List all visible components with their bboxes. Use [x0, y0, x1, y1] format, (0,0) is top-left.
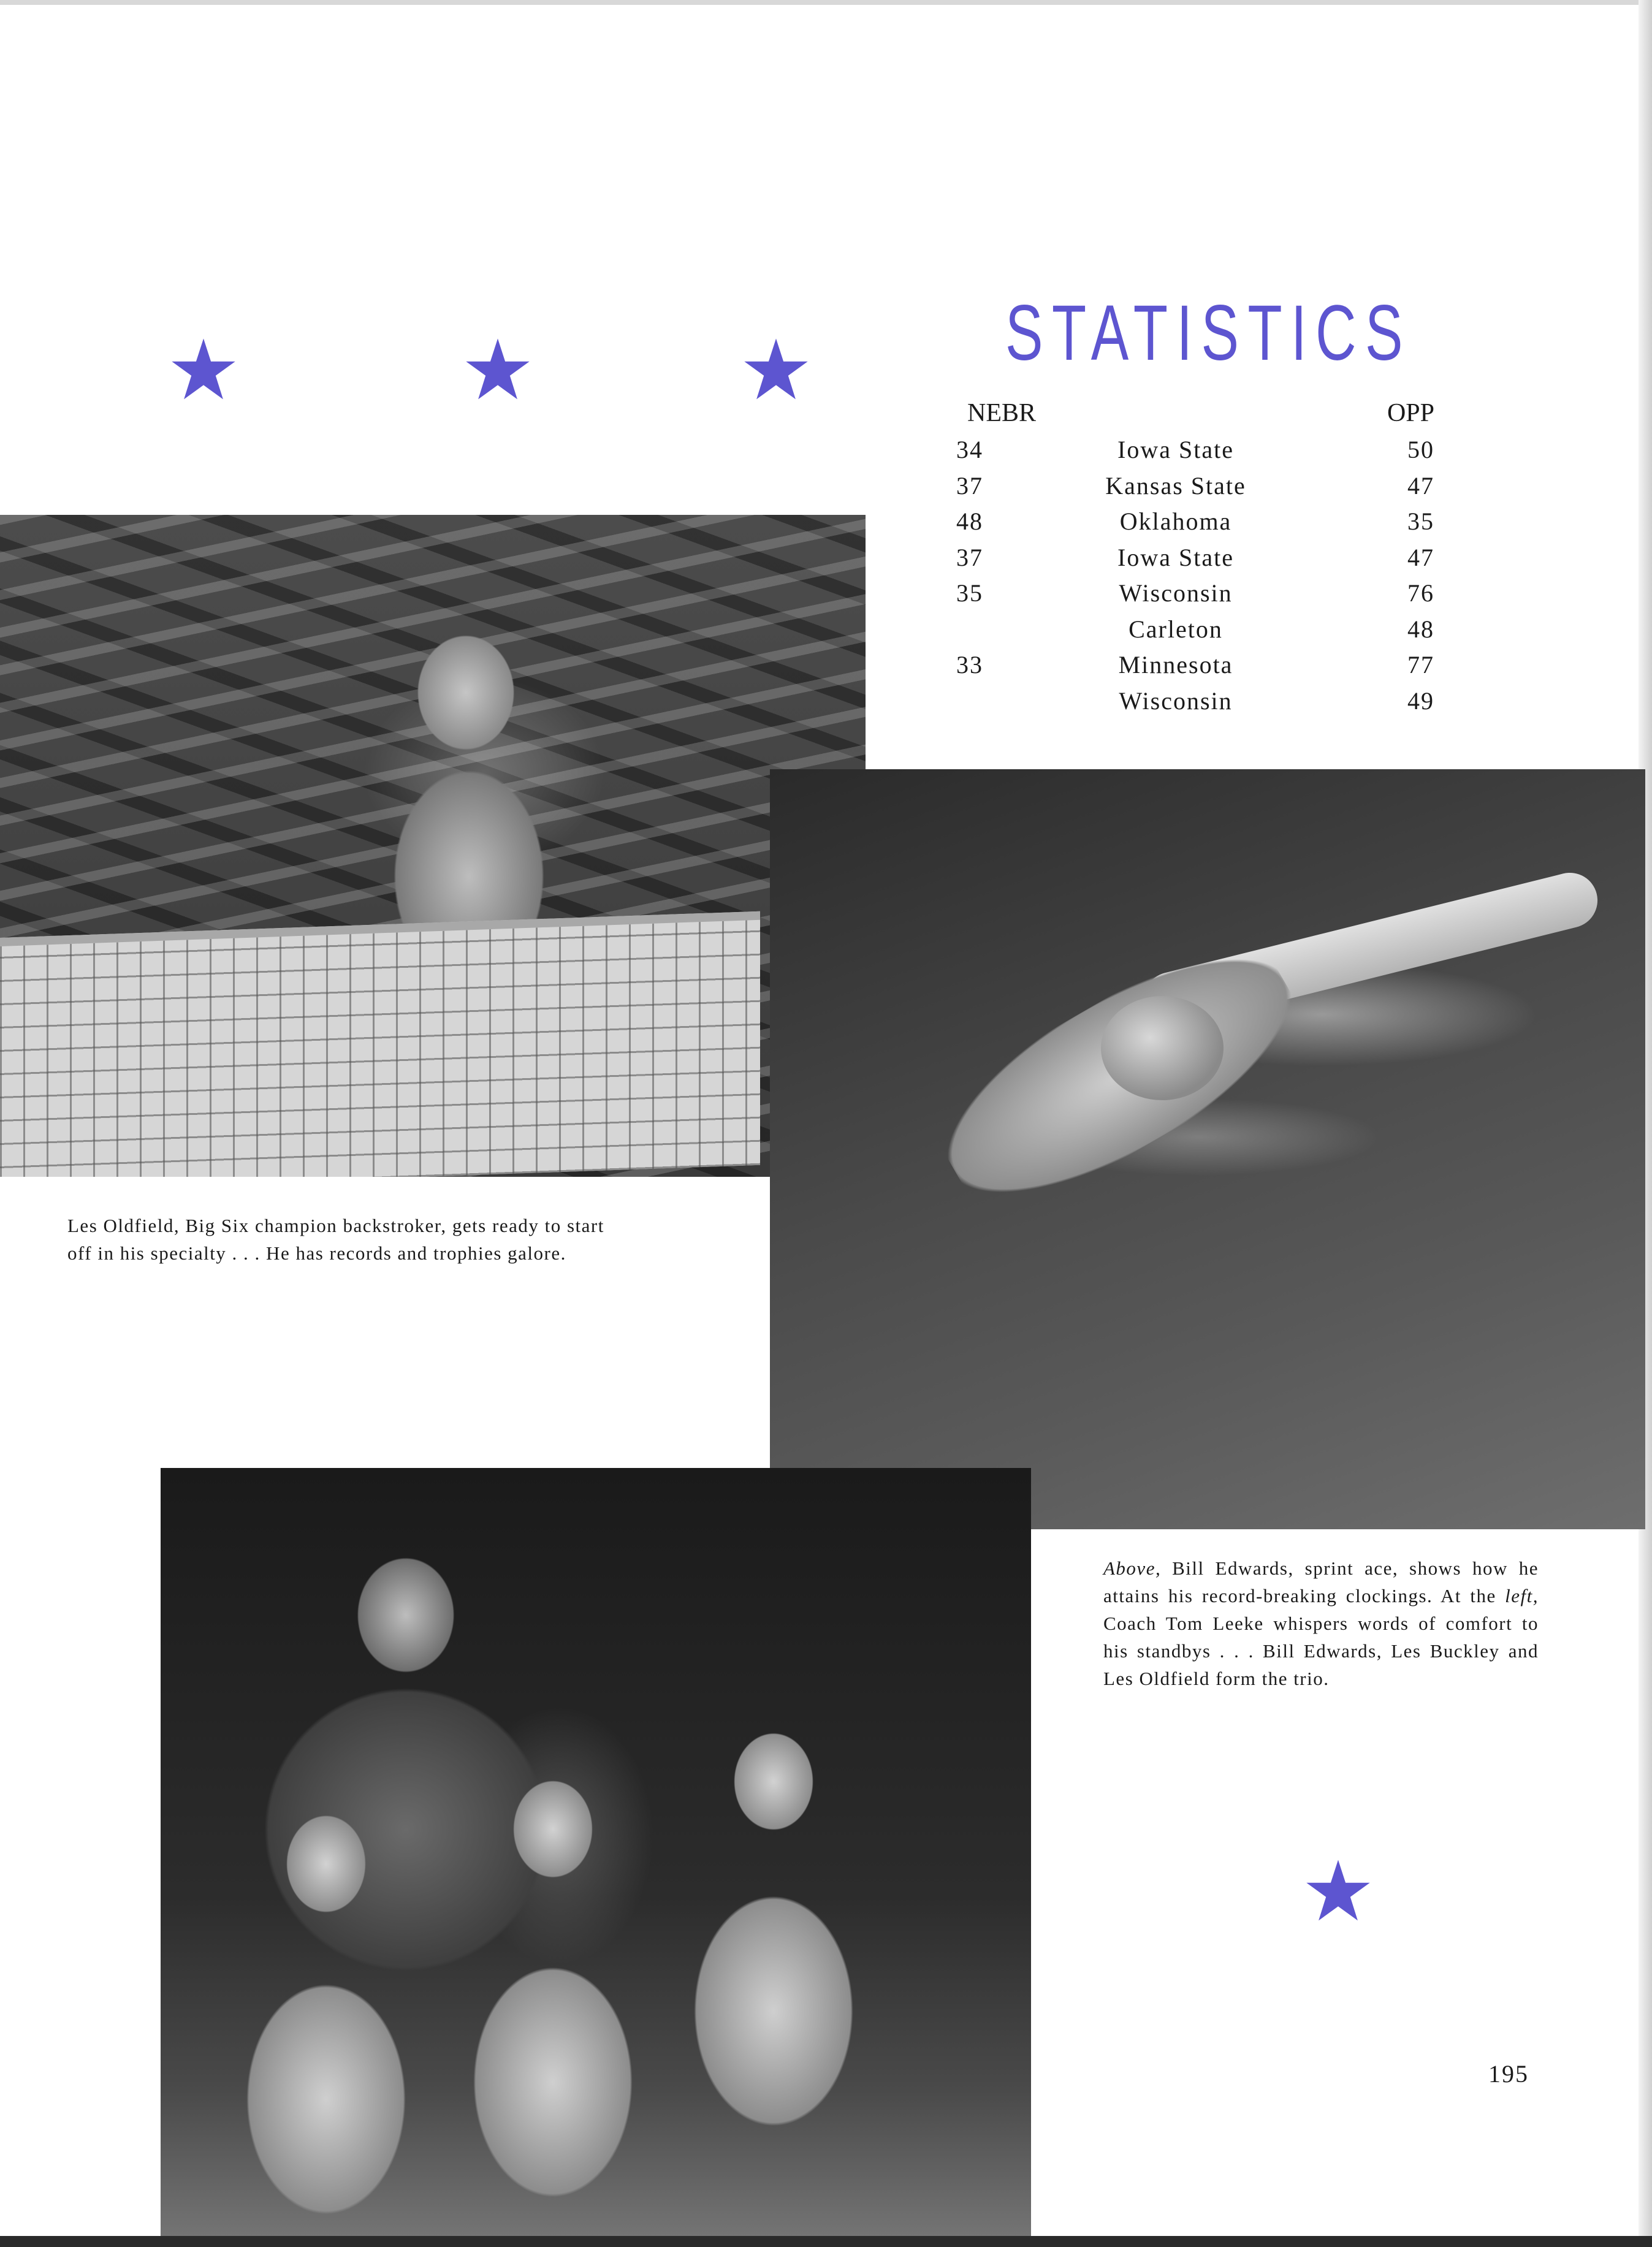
nebr-score: 34 — [956, 436, 983, 463]
nebr-score: 37 — [956, 543, 983, 571]
score-row — [956, 435, 1441, 471]
statistics-title: STATISTICS — [1005, 289, 1412, 377]
opponent-name: Wisconsin — [1119, 686, 1233, 715]
swimmer-figure — [197, 1756, 455, 2246]
pool-gutter-tiles — [0, 911, 760, 1177]
opp-score: 50 — [1407, 436, 1434, 463]
star-icon — [464, 336, 531, 403]
caption-italic-left: left, — [1505, 1585, 1539, 1606]
statistics-table — [956, 398, 1441, 722]
score-row — [956, 615, 1441, 651]
sprinter-photo — [770, 769, 1645, 1529]
opp-score: 47 — [1407, 471, 1434, 500]
opp-score: 48 — [1407, 615, 1434, 643]
opponent-name: Iowa State — [1117, 436, 1234, 463]
page-bottom-edge — [0, 2236, 1652, 2247]
opponent-name: Carleton — [1129, 615, 1223, 643]
score-row — [956, 686, 1441, 723]
caption-line: Les Oldfield, Big Six champion backstroker, gets ready to start — [67, 1215, 604, 1236]
opponent-name: Wisconsin — [1119, 579, 1233, 607]
page-number: 195 — [1488, 2060, 1529, 2088]
nebr-score: 48 — [956, 508, 983, 535]
backstroker-photo — [0, 515, 866, 1177]
opponent-name: Minnesota — [1118, 651, 1233, 679]
swimmer-figure — [651, 1676, 896, 2154]
opp-score: 35 — [1407, 508, 1434, 535]
opp-score: 76 — [1407, 579, 1434, 607]
star-icon — [742, 336, 810, 403]
nebr-score: 35 — [956, 579, 983, 607]
nebr-score: 33 — [956, 651, 983, 679]
swimmer-figure — [424, 1713, 682, 2240]
star-icon — [1304, 1857, 1372, 1925]
opp-score: 49 — [1407, 686, 1434, 715]
statistics-header — [956, 398, 1441, 435]
nebr-score: 37 — [956, 471, 983, 500]
opponent-name: Iowa State — [1117, 543, 1234, 571]
opp-score: 47 — [1407, 543, 1434, 571]
score-row — [956, 543, 1441, 579]
caption-text: Coach Tom Leeke whispers words of comfort to his standbys . . . Bill Edwards, Les Buckley and Les Oldfield form the trio. — [1103, 1613, 1539, 1689]
caption-line: off in his specialty . . . He has records and trophies galore. — [67, 1242, 566, 1264]
page-top-edge — [0, 0, 1652, 5]
caption-text: Bill Edwards, sprint ace, shows how he attains his record-breaking clockings. At the — [1103, 1557, 1539, 1606]
opp-score: 77 — [1407, 651, 1434, 679]
caption-italic-above: Above, — [1103, 1557, 1162, 1579]
edwards-caption — [1103, 1554, 1539, 1692]
score-row — [956, 650, 1441, 686]
opponent-name: Kansas State — [1105, 471, 1246, 500]
nebr-column-header: NEBR — [967, 399, 1037, 427]
swimmer-head — [1101, 996, 1224, 1100]
score-row — [956, 507, 1441, 543]
opp-column-header: OPP — [1387, 399, 1434, 427]
oldfield-caption — [67, 1212, 742, 1267]
opponent-name: Oklahoma — [1119, 508, 1232, 535]
score-row — [956, 471, 1441, 508]
coach-and-swimmers-photo — [161, 1468, 1031, 2247]
swimmer-figure — [368, 619, 570, 962]
score-row — [956, 579, 1441, 615]
star-icon — [170, 336, 237, 403]
